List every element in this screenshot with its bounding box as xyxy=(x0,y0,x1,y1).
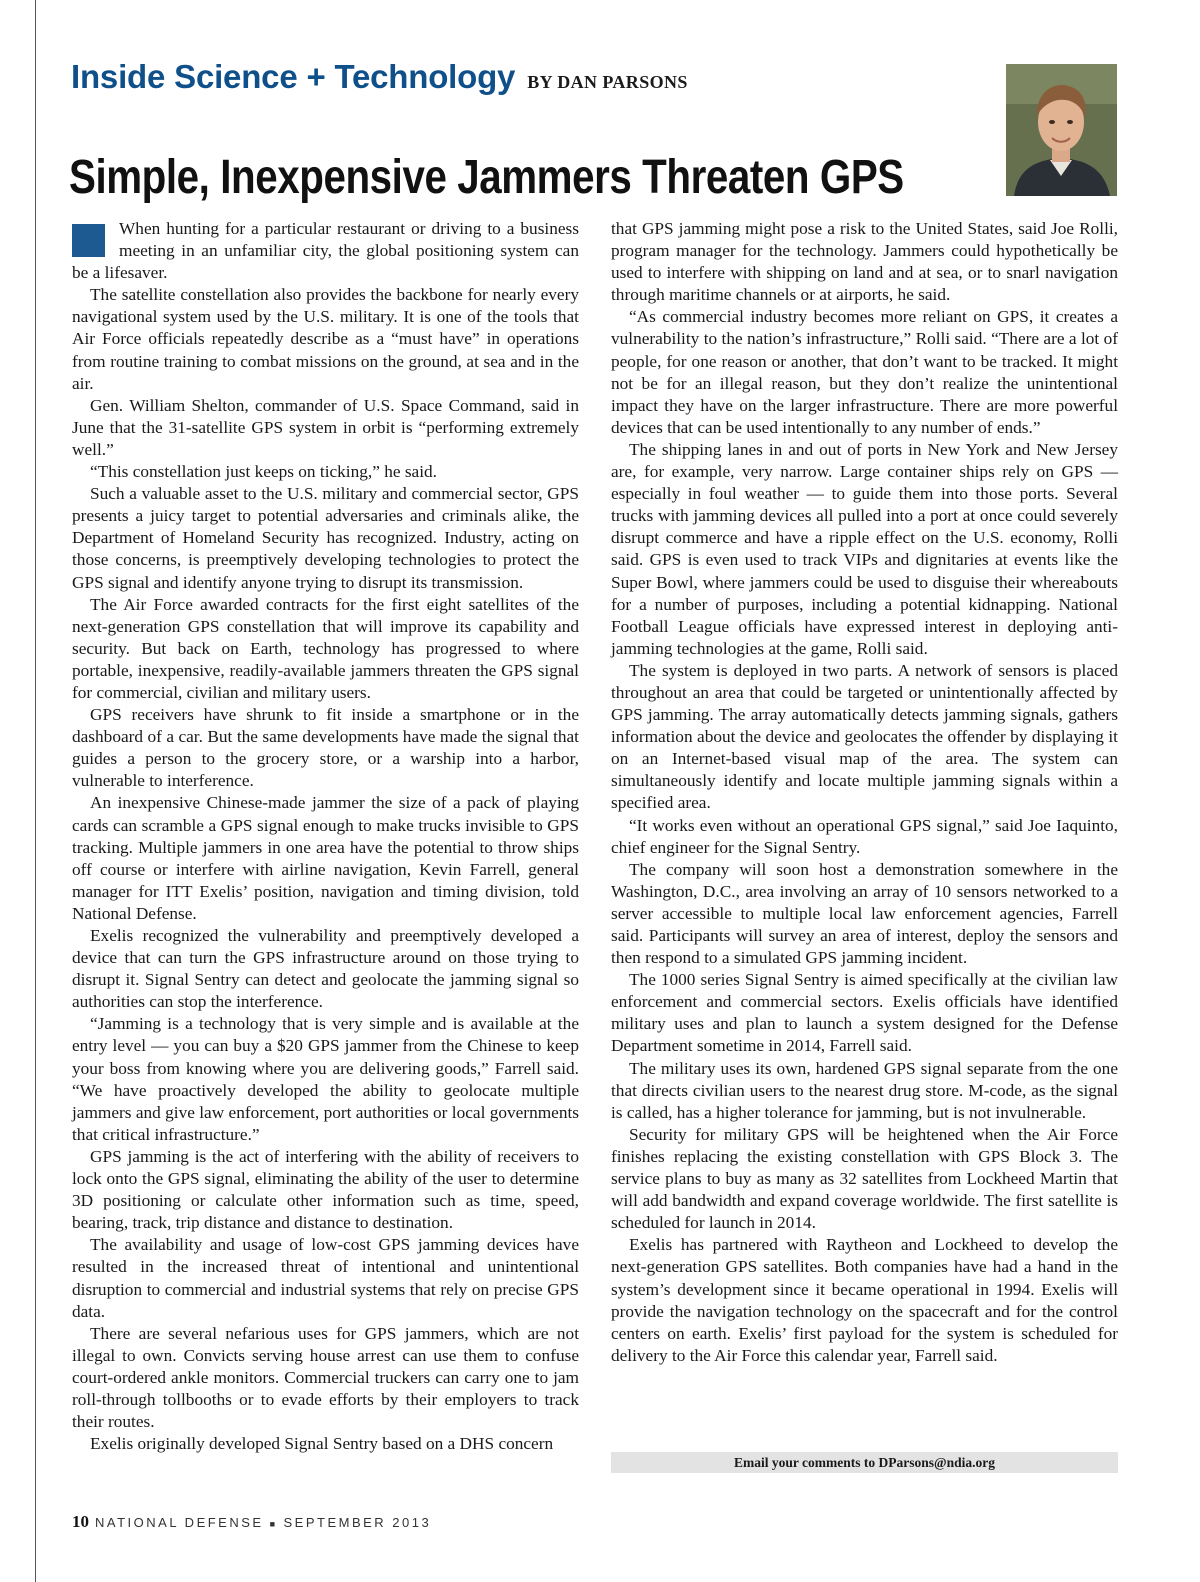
paragraph: that GPS jamming might pose a risk to the United States, said Joe Rolli, program manager for the technology. Jammers could hypothetically be used to interfere with shipping on land and at sea, or to snarl navigation through maritime channels or at airports, he said. xyxy=(611,219,1118,305)
paragraph: Exelis originally developed Signal Sentry based on a DHS concern xyxy=(90,1434,554,1454)
email-comments-bar xyxy=(611,1452,1118,1473)
email-address-link[interactable]: DParsons@ndia.org xyxy=(878,1455,995,1470)
paragraph: When hunting for a particular restaurant or driving to a business meeting in an unfamiliar city, the global positioning system can be a lifesaver. xyxy=(72,219,579,283)
paragraph: There are several nefarious uses for GPS jammers, which are not illegal to own. Convicts serving house arrest can use them to confuse court-ordered ankle monitors. Commercial truckers can carry one to jam roll-through tollbooths or to evade efforts by their employers to track their routes. xyxy=(72,1323,579,1432)
paragraph: GPS receivers have shrunk to fit inside a smartphone or in the dashboard of a car. But the same developments have made the signal that guides a person to the grocery store, or a warship into a harbor, vulnerable to interference. xyxy=(72,705,579,791)
section-header xyxy=(71,58,688,96)
paragraph: GPS jamming is the act of interfering with the ability of receivers to lock onto the GPS signal, eliminating the ability of the user to determine 3D positioning or calculate other information such as time, speed, bearing, track, trip distance and distance to destination. xyxy=(72,1146,579,1233)
paragraph: The system is deployed in two parts. A network of sensors is placed throughout an area that could be targeted or unintentionally affected by GPS jamming. The array automatically detects jamming signals, gathers information about the device and geolocates the offender by displaying it on an Internet-based visual map of the area. The system can simultaneously identify and locate multiple jamming signals within a specified area. xyxy=(611,660,1118,813)
paragraph: The company will soon host a demonstration somewhere in the Washington, D.C., area involving an array of 10 sensors networked to a server accessible to multiple local law enforcement agencies, Farrell said. Participants will survey an area of interest, deploy the sensors and then respond to a simulated GPS jamming incident. xyxy=(611,859,1118,968)
paragraph: “Jamming is a technology that is very simple and is available at the entry level — you can buy a $20 GPS jammer from the Chinese to keep your boss from knowing where you are delivering goods,” Farrell said. “We have proactively developed the ability to geolocate multiple jammers and give law enforcement, port authorities or local governments that critical infrastructure.” xyxy=(72,1014,579,1144)
paragraph: The Air Force awarded contracts for the first eight satellites of the next-generation GPS constellation that will improve its capability and security. But back on Earth, technology has progressed to where portable, inexpensive, readily-available jammers threaten the GPS signal for commercial, civilian and military users. xyxy=(72,594,579,702)
paragraph: The 1000 series Signal Sentry is aimed specifically at the civilian law enforcement and commercial sectors. Exelis officials have identified military uses and plan to launch a system designed for the Defense Department sometime in 2014, Farrell said. xyxy=(611,970,1118,1056)
paragraph: The availability and usage of low-cost GPS jamming devices have resulted in the increased threat of intentional and unintentional disruption to commercial and industrial systems that rely on precise GPS data. xyxy=(72,1235,579,1321)
page-number: 10 xyxy=(72,1512,89,1531)
paragraph: Exelis has partnered with Raytheon and Lockheed to develop the next-generation GPS satellites. Both companies have had a hand in the system’s development since it became operational in 1994. Exelis will provide the navigation technology on the spacecraft and for the control centers on earth. Exelis’ first payload for the system is scheduled for delivery to the Air Force this calendar year, Farrell said. xyxy=(611,1235,1118,1365)
publication-name: NATIONAL DEFENSE xyxy=(95,1515,264,1530)
paragraph: “This constellation just keeps on ticking,” he said. xyxy=(90,462,437,482)
section-name: Inside Science + Technology xyxy=(71,58,516,95)
paragraph: The shipping lanes in and out of ports in New York and New Jersey are, for example, very narrow. Large container ships rely on GPS — especially in foul weather — to guide them into those ports. Several trucks with jamming devices all pulled into a port at once could severely disrupt commerce and have a ripple effect on the U.S. economy, Rolli said. GPS is even used to track VIPs and dignitaries at events like the Super Bowl, where jammers could be used to disguise their whereabouts for a number of purposes, including a potential kidnapping. National Football League officials have expressed interest in deploying anti-jamming technologies at the game, Rolli said. xyxy=(611,439,1118,658)
paragraph: Exelis recognized the vulnerability and preemptively developed a device that can turn the GPS infrastructure around on those trying to disrupt it. Signal Sentry can detect and geolocate the jamming signal so authorities can stop the interference. xyxy=(72,926,579,1012)
author-portrait-icon xyxy=(1006,64,1117,196)
page-footer xyxy=(72,1512,431,1532)
issue-date: SEPTEMBER 2013 xyxy=(283,1515,432,1530)
paragraph: The military uses its own, hardened GPS signal separate from the one that directs civilian users to the nearest drug store. M-code, as the signal is called, has a higher tolerance for jamming, but is not invulnerable. xyxy=(611,1058,1118,1122)
drop-cap-box-icon xyxy=(72,224,105,257)
paragraph: Such a valuable asset to the U.S. military and commercial sector, GPS presents a juicy target to potential adversaries and criminals alike, the Department of Homeland Security has recognized. Industry, acting on those concerns, is preemptively developing technologies to protect the GPS signal and identify anyone trying to disrupt its transmission. xyxy=(72,484,579,592)
email-prefix: Email your comments to xyxy=(734,1455,879,1470)
paragraph: Security for military GPS will be heightened when the Air Force finishes replacing the existing constellation with GPS Block 3. The service plans to buy as many as 32 satellites from Lockheed Martin that will add bandwidth and expand coverage worldwide. The first satellite is scheduled for launch in 2014. xyxy=(611,1124,1118,1233)
paragraph: “It works even without an operational GPS signal,” said Joe Iaquinto, chief engineer for the Signal Sentry. xyxy=(611,815,1118,857)
paragraph: An inexpensive Chinese-made jammer the size of a pack of playing cards can scramble a GPS signal enough to make trucks invisible to GPS tracking. Multiple jammers in one area have the potential to throw ships off course or interfere with airline navigation, Kevin Farrell, general manager for ITT Exelis’ position, navigation and timing division, told National Defense. xyxy=(72,793,579,923)
headline: Simple, Inexpensive Jammers Threaten GPS xyxy=(69,151,904,204)
paragraph: “As commercial industry becomes more reliant on GPS, it creates a vulnerability to the nation’s infrastructure,” Rolli said. “There are a lot of people, for one reason or another, that don’t want to be tracked. It might not be for an illegal reason, but they don’t realize the unintentional impact they have on the larger infrastructure. There are more powerful devices that can be used intentionally to any number of ends.” xyxy=(611,307,1118,437)
footer-separator-icon: ■ xyxy=(269,1519,278,1529)
article-column-left xyxy=(72,218,579,1455)
article-column-right xyxy=(611,218,1118,1367)
page-margin-rule xyxy=(35,0,36,1582)
paragraph: Gen. William Shelton, commander of U.S. Space Command, said in June that the 31-satellite GPS system in orbit is “performing extremely well.” xyxy=(72,395,579,459)
paragraph: The satellite constellation also provides the backbone for nearly every navigational system used by the U.S. military. It is one of the tools that Air Force officials repeatedly describe as a “must have” in operations from routine training to combat missions on the ground, at sea and in the air. xyxy=(72,285,579,393)
byline: BY DAN PARSONS xyxy=(527,72,688,92)
